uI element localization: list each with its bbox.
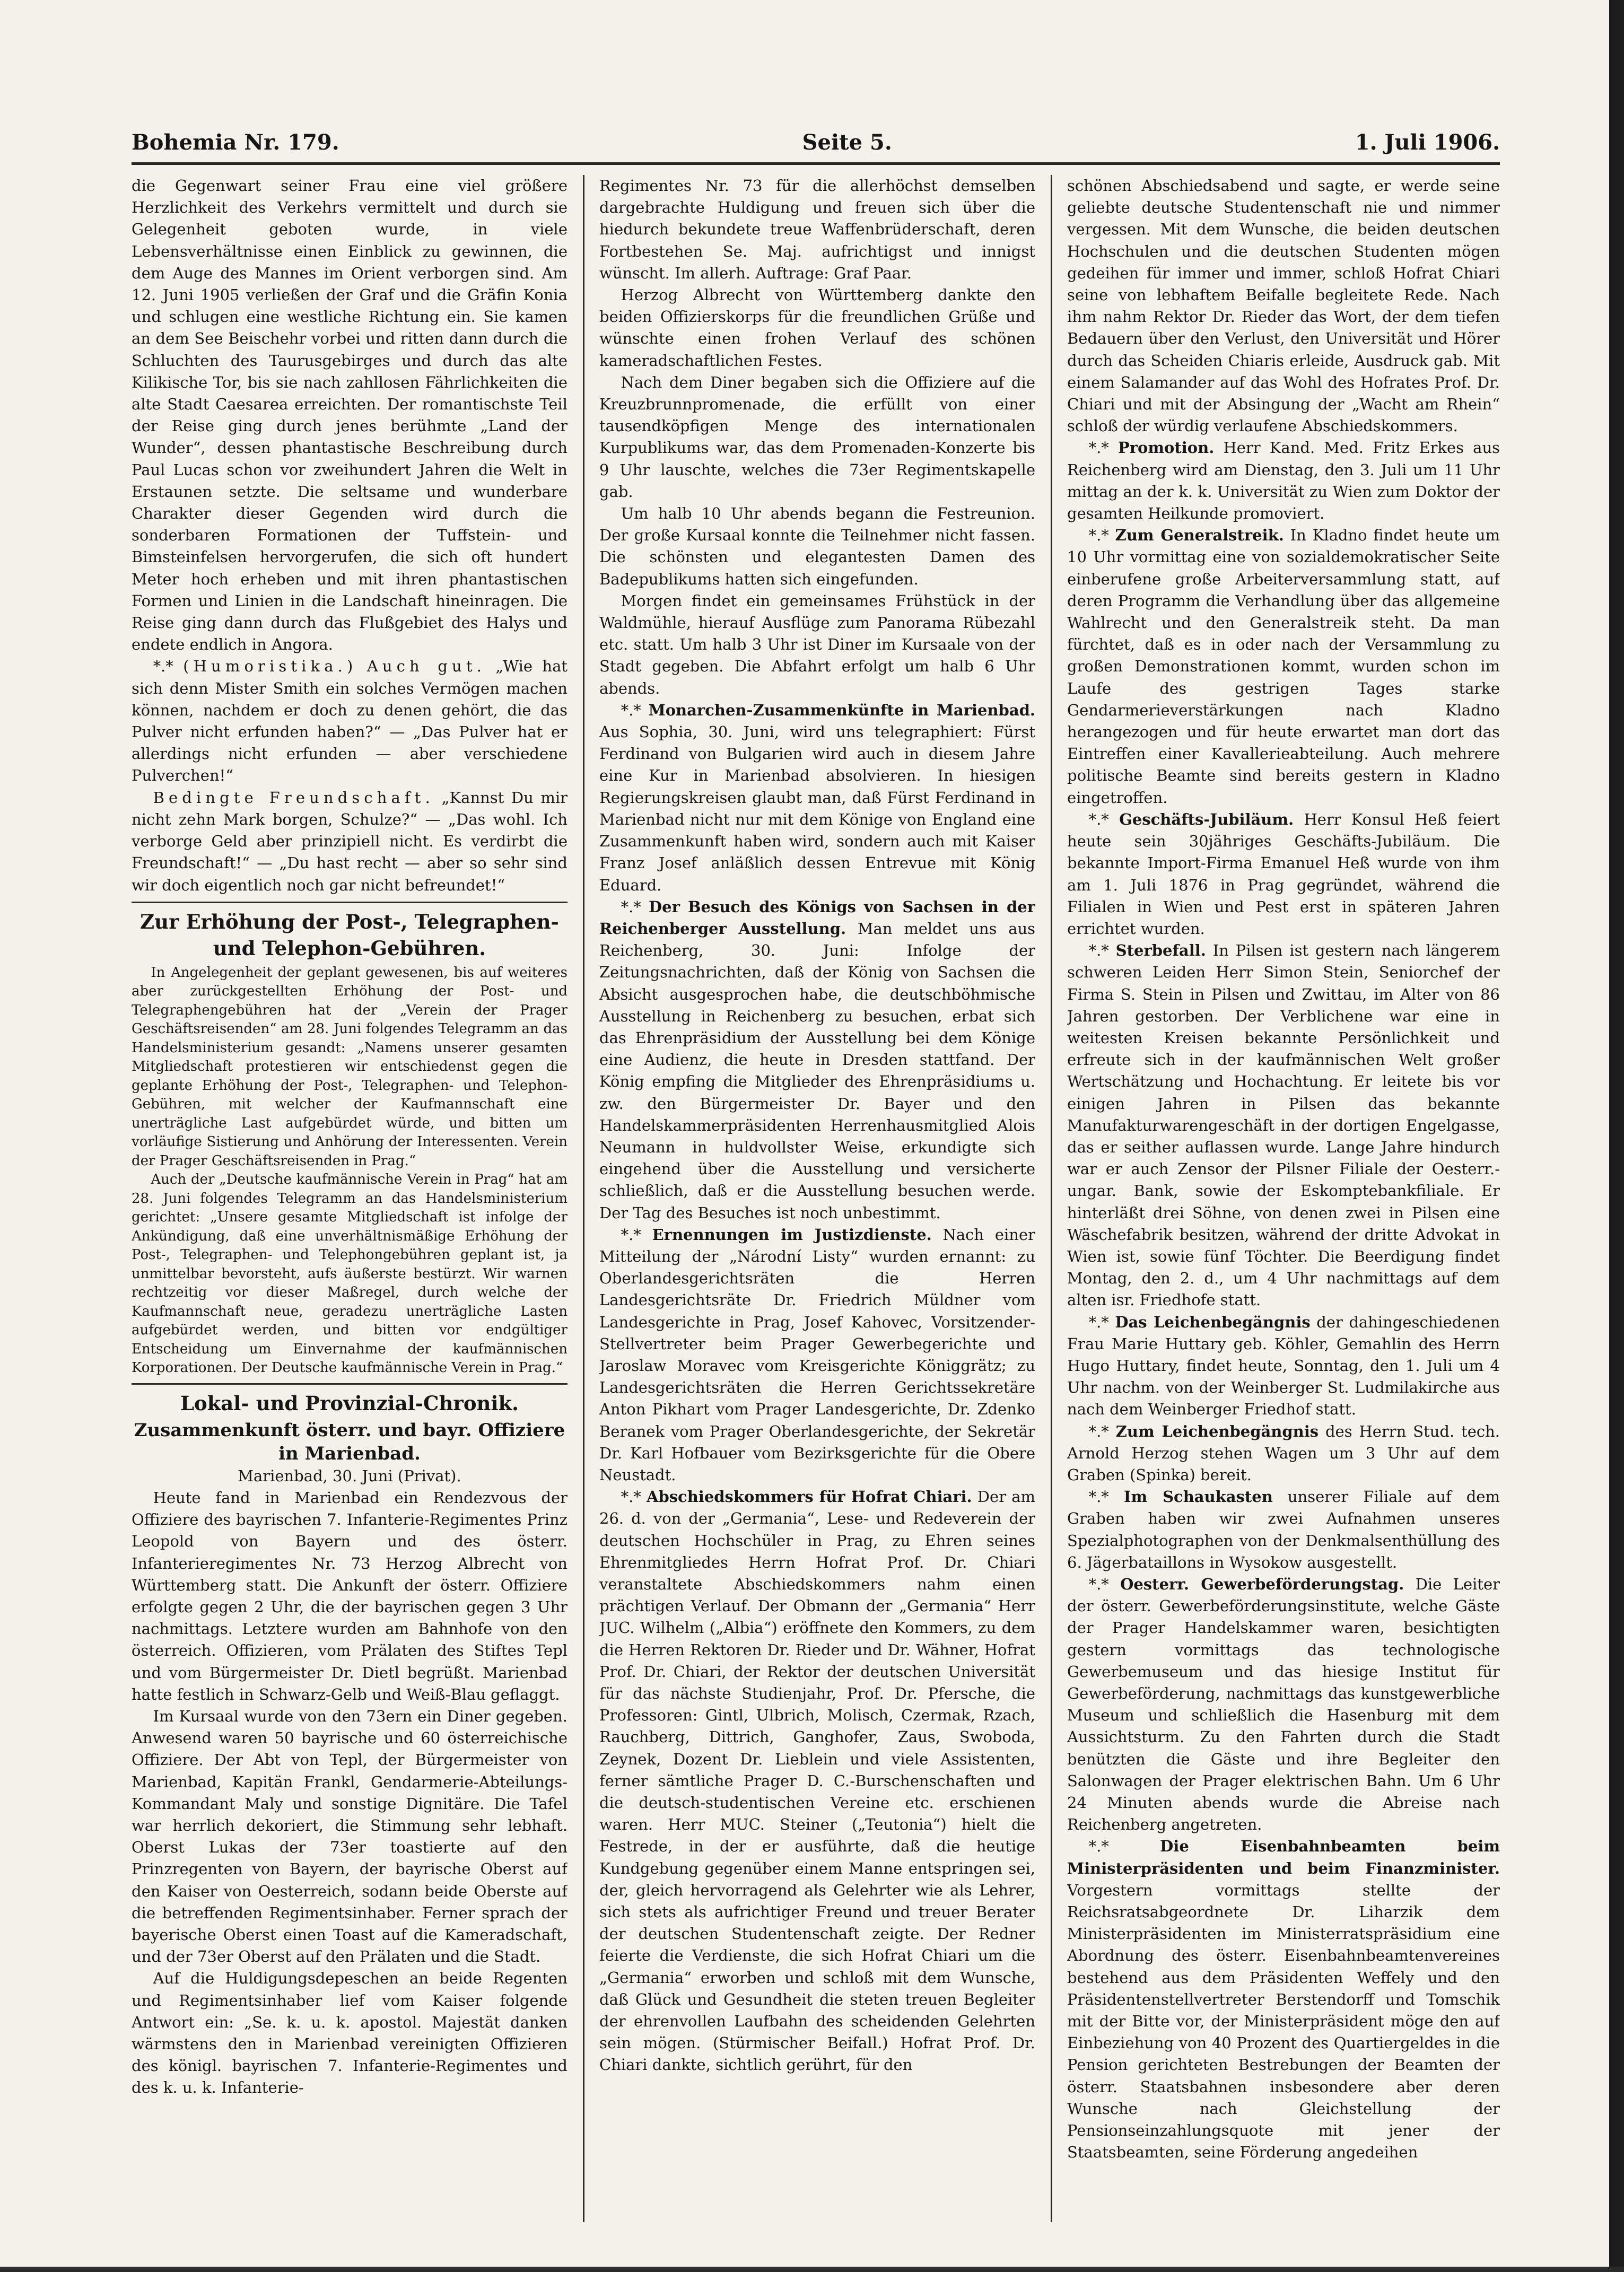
- trade-item: *.* Oesterr. Gewerbeförderungstag. Die Leiter der österr. Gewerbeförderungsinstitute, welche Gäste der Prager Handelskammer waren, besichtigten gestern vormittags das technologische Gewerbemuseum und das hiesige Institut für Gewerbeförderung, nachmittags das kunstgewerbliche Museum und schließlich die Hasenburg mit dem Aussichtsturm. Zu den Fahrten durch die Stadt benützten die Gäste und ihre Begleiter den Salonwagen der Prager elektrischen Bahn. Um 6 Uhr 24 Minuten abends wurde die Abreise nach Reichenberg angetreten.: [1067, 1575, 1500, 1834]
- jubilee-text: Herr Konsul Heß feiert heute sein 30jähriges Geschäfts-Jubiläum. Die bekannte Import-Firma Emanuel Heß wurde von ihm am 1. Juli 1876 in Prag gegründet, während die Filialen in Wien und Pest erst in späteren Jahren errichtet wurden.: [1067, 810, 1500, 938]
- humor-item: *.* (Humoristika.) Auch gut. „Wie hat sich denn Mister Smith ein solches Vermögen machen können, nachdem er doch zu denen gehört, die das Pulver nicht erfunden haben?“ — „Das Pulver hat er allerdings nicht erfunden — aber verschiedene Pulverchen!“: [132, 657, 567, 785]
- column-2: [599, 175, 1035, 2222]
- meeting-paragraph: Im Kursaal wurde von den 73ern ein Diner gegeben. Anwesend waren 50 bayrische und 60 österreichische Offiziere. Der Abt von Tepl, der Bürgermeister von Marienbad, Kapitän Frankl, Gendarmerie-Abteilungs-Kommandant Maly und sonstige Dignitäre. Die Tafel war herrlich dekoriert, die Stimmung sehr lebhaft. Oberst Lukas der 73er toastierte auf den Prinzregenten von Bayern, der bayrische Oberst auf den Kaiser von Oesterreich, sodann beide Oberste auf die betreffenden Regimentsinhaber. Ferner sprach der bayerische Oberst einen Toast auf die Kameradschaft, und der 73er Oberst auf den Prälaten und die Stadt.: [132, 1707, 567, 1966]
- funeral-text: des Herrn Stud. tech. Arnold Herzog stehen Wagen um 3 Uhr auf dem Graben (Spinka) bereit.: [1067, 1422, 1500, 1484]
- death-heading: Sterbefall.: [1115, 941, 1206, 960]
- trade-heading: Oesterr. Gewerbeförderungstag.: [1120, 1575, 1404, 1593]
- header-date: 1. Juli 1906.: [1355, 129, 1500, 155]
- promotion-heading: Promotion.: [1117, 439, 1215, 457]
- meeting-subtitle: Zusammenkunft österr. und bayr. Offiziere in Marienbad.: [134, 1419, 565, 1464]
- meeting-paragraph: Nach dem Diner begaben sich die Offiziere auf die Kreuzbrunnpromenade, die erfüllt von einer tausendköpfigen Menge des internationalen Kurpublikums war, das dem Promenaden-Konzerte bis 9 Uhr lauschte, welches die 73er Regimentskapelle gab.: [599, 373, 1035, 501]
- meeting-dateline: Marienbad, 30. Juni (Privat).: [238, 1466, 461, 1485]
- column-rule-1: [583, 175, 584, 2222]
- justice-item: *.* Ernennungen im Justizdienste. Nach einer Mitteilung der „Národní Listy“ wurden ernannt: zu Oberlandesgerichtsräten die Herren Landesgerichtsräte Dr. Friedrich Müldner vom Landesgerichte in Prag, Josef Kahovec, Vorsitzender-Stellvertreter beim Prager Gewerbegerichte und Jaroslaw Moravec vom Kreisgerichte Königgrätz; zu Landesgerichtsräten die Herren Gerichtssekretäre Anton Pikhart vom Prager Landesgerichte, Dr. Zdenko Beranek vom Prager Oberlandesgerichte, der Sekretär Dr. Karl Hofbauer vom Bezirksgerichte für die Obere Neustadt.: [599, 1225, 1035, 1484]
- farewell-continuation: schönen Abschiedsabend und sagte, er werde seine geliebte deutsche Studentenschaft nie und nimmer vergessen. Mit dem Wunsche, die beiden deutschen Hochschulen und die deutschen Studenten mögen gedeihen für immer und immer, schloß Hofrat Chiari seine von lebhaftem Beifalle begleitete Rede. Nach ihm nahm Rektor Dr. Rieder das Wort, der dem tiefen Bedauern über den Verlust, den Universität und Hörer durch das Scheiden Chiaris erleide, Ausdruck gab. Mit einem Salamander auf das Wohl des Hofrates Prof. Dr. Chiari und mit der Absingung der „Wacht am Rhein“ schloß der würdig verlaufene Abschiedskommers.: [1067, 177, 1500, 435]
- humor-text: „Wie hat sich denn Mister Smith ein solches Vermögen machen können, nachdem er doch zu denen gehört, die das Pulver nicht erfunden haben?“ — „Das Pulver hat er allerdings nicht erfunden — aber verschiedene Pulverchen!“: [132, 657, 567, 785]
- post-fees-article: [132, 964, 567, 1378]
- trade-text: Die Leiter der österr. Gewerbeförderungsinstitute, welche Gäste der Prager Handelskammer waren, besichtigten gestern vormittags das technologische Gewerbemuseum und das hiesige Institut für Gewerbeförderung, nachmittags das kunstgewerbliche Museum und schließlich die Hasenburg mit dem Aussichtsturm. Zu den Fahrten durch die Stadt benützten die Gäste und ihre Begleiter den Salonwagen der Prager elektrischen Bahn. Um 6 Uhr 24 Minuten abends wurde die Abreise nach Reichenberg angetreten.: [1067, 1575, 1500, 1834]
- promotion-text: Herr Kand. Med. Fritz Erkes aus Reichenberg wird am Dienstag, den 3. Juli um 11 Uhr mittag an der k. k. Universität zu Wien zum Doktor der gesamten Heilkunde promoviert.: [1067, 439, 1500, 523]
- scan-edge-right: [1609, 0, 1624, 2272]
- farewell-item: *.* Abschiedskommers für Hofrat Chiari. Der am 26. d. von der „Germania“, Lese- und Redeverein der deutschen Hochschüler in Prag, zu Ehren seines Ehrenmitgliedes Herrn Hofrat Prof. Dr. Chiari veranstaltete Abschiedskommers nahm einen prächtigen Verlauf. Der Obmann der „Germania“ Herr JUC. Wilhelm („Albia“) eröffnete den Kommers, zu dem die Herren Rektoren Dr. Rieder und Dr. Wähner, Hofrat Prof. Dr. Chiari, der Rektor der deutschen Universität für das nächste Studienjahr, Prof. Dr. Pfersche, die Professoren: Gintl, Ulbrich, Molisch, Czermak, Rzach, Rauchberg, Dittrich, Ganghofer, Zaus, Swoboda, Zeynek, Dozent Dr. Lieblein und viele Assistenten, ferner sämtliche Prager D. C.-Burschenschaften und die deutsch-studentischen Vereine etc. erschienen waren. Herr MUC. Steiner („Teutonia“) hielt die Festrede, in der er ausführte, daß die heutige Kundgebung gegenüber einem Manne entspringen sei, der, gleich hervorragend als Gelehrter wie als Lehrer, sich stets als aufrichtiger Freund und treuer Berater der deutschen Studentenschaft zeigte. Der Redner feierte die Verdienste, die sich Hofrat Chiari um die „Germania“ erworben und schloß mit dem Wunsche, daß Glück und Gesundheit die steten treuen Begleiter der ehrenvollen Laufbahn des scheidenden Gelehrten sein mögen. (Stürmischer Beifall.) Hofrat Prof. Dr. Chiari dankte, sichtlich gerührt, für den: [599, 1488, 1035, 2074]
- showcase-text: unserer Filiale auf dem Graben haben wir zwei Aufnahmen unseres Spezialphotographen von der Denkmalsenthüllung des 6. Jägerbataillons in Wysokow ausgestellt.: [1067, 1488, 1500, 1571]
- meeting-paragraph: Heute fand in Marienbad ein Rendezvous der Offiziere des bayrischen 7. Infanterie-Regimentes Prinz Leopold von Bayern und des österr. Infanterieregimentes Nr. 73 Herzog Albrecht von Württemberg statt. Die Ankunft der österr. Offiziere erfolgte gegen 2 Uhr, die der bayrischen gegen 3 Uhr nachmittags. Letztere wurden am Bahnhofe von den österreich. Offizieren, vom Prälaten des Stiftes Tepl und vom Bürgermeister Dr. Dietl begrüßt. Marienbad hatte festlich in Schwarz-Gelb und Weiß-Blau geflaggt.: [132, 1488, 567, 1703]
- king-visit-heading: Der Besuch des Königs von Sachsen in der Reichenberger Ausstellung.: [599, 897, 1035, 938]
- separator: [132, 902, 567, 903]
- monarchs-item: *.* Monarchen-Zusammenkünfte in Marienbad. Aus Sophia, 30. Juni, wird uns telegraphiert: Fürst Ferdinand von Bulgarien wird auch in diesem Jahre eine Kur in Marienbad absolvieren. In hiesigen Regierungskreisen glaubt man, daß Fürst Ferdinand in Marienbad nicht nur mit dem Könige von England eine Zusammenkunft haben wird, sondern auch mit Kaiser Franz Josef anläßlich dessen Entrevue mit König Eduard.: [599, 701, 1035, 894]
- jubilee-item: *.* Geschäfts-Jubiläum. Herr Konsul Heß feiert heute sein 30jähriges Geschäfts-Jubiläum. Die bekannte Import-Firma Emanuel Heß wurde von ihm am 1. Juli 1876 in Prag gegründet, während die Filialen in Wien und Pest erst in späteren Jahren errichtet wurden.: [1067, 810, 1500, 938]
- post-fees-title: Zur Erhöhung der Post-, Telegraphen- und Telephon-Gebühren.: [140, 910, 559, 960]
- farewell-heading: Abschiedskommers für Hofrat Chiari.: [646, 1488, 972, 1506]
- newspaper-page: [132, 126, 1500, 2226]
- column-3: [1067, 175, 1500, 2222]
- strike-heading: Zum Generalstreik.: [1115, 526, 1284, 545]
- friendship-text: „Kannst Du mir nicht zehn Mark borgen, Schulze?“ — „Das wohl. Ich verborge Geld aber prinzipiell nicht. Es verdirbt die Freundschaft!“ — „Du hast recht — aber so sehr sind wir doch eigentlich noch gar nicht befreundet!“: [132, 788, 567, 894]
- humor-title: Auch gut.: [366, 657, 486, 676]
- promotion-item: *.* Promotion. Herr Kand. Med. Fritz Erkes aus Reichenberg wird am Dienstag, den 3. Juli um 11 Uhr mittag an der k. k. Universität zu Wien zum Doktor der gesamten Heilkunde promoviert.: [1067, 439, 1500, 523]
- showcase-item: *.* Im Schaukasten unserer Filiale auf dem Graben haben wir zwei Aufnahmen unseres Spezialphotographen von der Denkmalsenthüllung des 6. Jägerbataillons in Wysokow ausgestellt.: [1067, 1488, 1500, 1571]
- railway-heading: Die Eisenbahnbeamten beim Ministerpräsidenten und beim Finanzminister.: [1067, 1837, 1500, 1877]
- separator: [132, 1383, 567, 1385]
- column-1: [132, 175, 567, 2222]
- funeral-heading: Zum Leichenbegängnis: [1115, 1422, 1319, 1440]
- funeral-text: der dahingeschiedenen Frau Marie Huttary geb. Köhler, Gemahlin des Herrn Hugo Huttary, findet heute, Sonntag, den 1. Juli um 4 Uhr nachm. von der Weinberger St. Ludmilakirche aus nach dem Weinberger Friedhof statt.: [1067, 1313, 1500, 1419]
- funeral-item: *.* Das Leichenbegängnis der dahingeschiedenen Frau Marie Huttary geb. Köhler, Gemahlin des Herrn Hugo Huttary, findet heute, Sonntag, den 1. Juli um 4 Uhr nachm. von der Weinberger St. Ludmilakirche aus nach dem Weinberger Friedhof statt.: [1067, 1313, 1500, 1419]
- death-text: In Pilsen ist gestern nach längerem schweren Leiden Herr Simon Stein, Seniorchef der Firma S. Stein in Pilsen und Zwittau, im Alter von 86 Jahren gestorben. Der Verblichene war eine in weitesten Kreisen bekannte Persönlichkeit und erfreute sich in der kaufmännischen Welt großer Wertschätzung und Hochachtung. Er leitete bis vor einigen Jahren in Pilsen das bekannte Manufakturwarengeschäft in der dortigen Engelgasse, das er seither auflassen wurde. Lange Jahre hindurch war er auch Zensor der Pilsner Filiale der Oesterr.-ungar. Bank, sowie der Eskomptebankfiliale. Er hinterläßt drei Söhne, von denen zwei in Pilsen eine Wäschefabrik besitzen, während der dritte Advokat in Wien ist, sowie fünf Töchter. Die Beerdigung findet Montag, den 2. d., um 4 Uhr nachmittags auf dem alten isr. Friedhofe statt.: [1067, 941, 1500, 1309]
- chronicle-title: Lokal- und Provinzial-Chronik.: [180, 1391, 519, 1415]
- king-visit-item: *.* Der Besuch des Königs von Sachsen in der Reichenberger Ausstellung. Man meldet uns aus Reichenberg, 30. Juni: Infolge der Zeitungsnachrichten, daß der König von Sachsen die Absicht ausgesprochen habe, die deutschböhmische Ausstellung in Reichenberg zu besuchen, erbat sich das Ehrenpräsidium der Ausstellung bei dem Könige eine Audienz, die heute in Dresden stattfand. Der König empfing die Mitglieder des Ehrenpräsidiums u. zw. den Bürgermeister Dr. Bayer und den Handelskammerpräsidenten Herrenhausmitglied Alois Neumann in huldvollster Weise, erkundigte sich eingehend über die Ausstellung und versicherte schließlich, daß er die Ausstellung besuchen werde. Der Tag des Besuches ist noch unbestimmt.: [599, 897, 1035, 1222]
- post-fees-paragraph: In Angelegenheit der geplant gewesenen, bis auf weiteres aber zurückgestellten Erhöhung der Post- und Telegraphengebühren hat der „Verein der Prager Geschäftsreisenden“ am 28. Juni folgendes Telegramm an das Handelsministerium gesandt: „Namens unserer gesamten Mitgliedschaft protestieren wir entschiedenst gegen die geplante Erhöhung der Post-, Telegraphen- und Telephon-Gebühren, mit welcher der Kaufmannschaft eine unerträgliche Last aufgebürdet würde, und bitten um vorläufige Sistierung und Anhörung der Interessenten. Verein der Prager Geschäftsreisenden in Prag.“: [132, 964, 567, 1169]
- article-continuation: die Gegenwart seiner Frau eine viel größere Herzlichkeit des Verkehrs vermittelt und durch sie Gelegenheit geboten wurde, in viele Lebensverhältnisse einen Einblick zu gewinnen, die dem Auge des Mannes im Orient verborgen sind. Am 12. Juni 1905 verließen der Graf und die Gräfin Konia und schlugen eine westliche Richtung ein. Sie kamen an dem See Beischehr vorbei und ritten dann durch die Schluchten des Taurusgebirges und durch das alte Kilikische Tor, bis sie nach zahllosen Fährlichkeiten die alte Stadt Caesarea erreichten. Der romantischste Teil der Reise ging durch jenes berühmte „Land der Wunder“, dessen phantastische Beschreibung durch Paul Lucas schon vor zweihundert Jahren die Welt in Erstaunen setzte. Die seltsame und wunderbare Charakter dieser Gegenden wird durch die sonderbaren Formationen der Tuffstein- und Bimsteinfelsen hervorgerufen, die sich oft hundert Meter hoch erheben und mit ihren phantastischen Formen und Linien in die Landschaft hineinragen. Die Reise ging dann durch das Flußgebiet des Halys und endete endlich in Angora.: [132, 177, 567, 654]
- showcase-heading: Im Schaukasten: [1123, 1488, 1273, 1506]
- post-fees-paragraph: Auch der „Deutsche kaufmännische Verein in Prag“ hat am 28. Juni folgendes Telegramm an das Handelsministerium gerichtet: „Unsere gesamte Mitgliedschaft ist infolge der Ankündigung, daß eine unverhältnismäßige Erhöhung der Post-, Telegraphen- und Telephongebühren geplant ist, ja unmittelbar bevorsteht, aufs äußerste bestürzt. Wir warnen rechtzeitig vor dieser Maßregel, durch welche der Kaufmannschaft neue, geradezu unerträgliche Lasten aufgebürdet werden, und bitten vor endgültiger Entscheidung um Einvernahme der kaufmännischen Korporationen. Der Deutsche kaufmännische Verein in Prag.“: [132, 1172, 567, 1376]
- header-page-number: Seite 5.: [802, 129, 892, 155]
- page-header: [132, 126, 1500, 158]
- monarchs-heading: Monarchen-Zusammenkünfte in Marienbad.: [648, 701, 1035, 719]
- death-item: *.* Sterbefall. In Pilsen ist gestern nach längerem schweren Leiden Herr Simon Stein, Seniorchef der Firma S. Stein in Pilsen und Zwittau, im Alter von 86 Jahren gestorben. Der Verblichene war eine in weitesten Kreisen bekannte Persönlichkeit und erfreute sich in der kaufmännischen Welt großer Wertschätzung und Hochachtung. Er leitete bis vor einigen Jahren in Pilsen das bekannte Manufakturwarengeschäft in der dortigen Engelgasse, das er seither auflassen wurde. Lange Jahre hindurch war er auch Zensor der Pilsner Filiale der Oesterr.-ungar. Bank, sowie der Eskomptebankfiliale. Er hinterläßt drei Söhne, von denen zwei in Pilsen eine Wäschefabrik besitzen, während der dritte Advokat in Wien ist, sowie fünf Töchter. Die Beerdigung findet Montag, den 2. d., um 4 Uhr nachmittags auf dem alten isr. Friedhofe statt.: [1067, 941, 1500, 1309]
- header-rule: [132, 162, 1500, 165]
- humor-heading: (Humoristika.): [183, 657, 357, 676]
- farewell-text: Der am 26. d. von der „Germania“, Lese- und Redeverein der deutschen Hochschüler in Prag, zu Ehren seines Ehrenmitgliedes Herrn Hofrat Prof. Dr. Chiari veranstaltete Abschiedskommers nahm einen prächtigen Verlauf. Der Obmann der „Germania“ Herr JUC. Wilhelm („Albia“) eröffnete den Kommers, zu dem die Herren Rektoren Dr. Rieder und Dr. Wähner, Hofrat Prof. Dr. Chiari, der Rektor der deutschen Universität für das nächste Studienjahr, Prof. Dr. Pfersche, die Professoren: Gintl, Ulbrich, Molisch, Czermak, Rzach, Rauchberg, Dittrich, Ganghofer, Zaus, Swoboda, Zeynek, Dozent Dr. Lieblein und viele Assistenten, ferner sämtliche Prager D. C.-Burschenschaften und die deutsch-studentischen Vereine etc. erschienen waren. Herr MUC. Steiner („Teutonia“) hielt die Festrede, in der er ausführte, daß die heutige Kundgebung gegenüber einem Manne entspringen sei, der, gleich hervorragend als Gelehrter wie als Lehrer, sich stets als aufrichtiger Freund und treuer Berater der deutschen Studentenschaft zeigte. Der Redner feierte die Verdienste, die sich Hofrat Chiari um die „Germania“ erworben und schloß mit dem Wunsche, daß Glück und Gesundheit die steten treuen Begleiter der ehrenvollen Laufbahn des scheidenden Gelehrten sein mögen. (Stürmischer Beifall.) Hofrat Prof. Dr. Chiari dankte, sichtlich gerührt, für den: [599, 1488, 1035, 2074]
- friendship-item: [132, 787, 567, 896]
- strike-item: *.* Zum Generalstreik. In Kladno findet heute um 10 Uhr vormittag eine von sozialdemokratischer Seite einberufene große Arbeiterversammlung statt, auf deren Programm die Verhandlung über das allgemeine Wahlrecht und den Generalstreik steht. Da man fürchtet, daß es in oder nach der Versammlung zu großen Demonstrationen kommt, wurden schon im Laufe des gestrigen Tages starke Gendarmerieverstärkungen nach Kladno herangezogen und für heute erwartet man dort das Eintreffen einer Kavallerieabteilung. Auch mehrere politische Beamte sind bereits gestern in Kladno eingetroffen.: [1067, 526, 1500, 807]
- justice-heading: Ernennungen im Justizdienste.: [652, 1225, 932, 1244]
- strike-text: In Kladno findet heute um 10 Uhr vormittag eine von sozialdemokratischer Seite einberufene große Arbeiterversammlung statt, auf deren Programm die Verhandlung über das allgemeine Wahlrecht und den Generalstreik steht. Da man fürchtet, daß es in oder nach der Versammlung zu großen Demonstrationen kommt, wurden schon im Laufe des gestrigen Tages starke Gendarmerieverstärkungen nach Kladno herangezogen und für heute erwartet man dort das Eintreffen einer Kavallerieabteilung. Auch mehrere politische Beamte sind bereits gestern in Kladno eingetroffen.: [1067, 526, 1500, 807]
- meeting-paragraph: Herzog Albrecht von Württemberg dankte den beiden Offizierskorps für die freundlichen Grüße und wünschte einen frohen Verlauf des schönen kameradschaftlichen Festes.: [599, 286, 1035, 370]
- friendship-heading: Bedingte Freundschaft.: [153, 788, 434, 807]
- jubilee-heading: Geschäfts-Jubiläum.: [1119, 810, 1294, 828]
- monarchs-text: Aus Sophia, 30. Juni, wird uns telegraphiert: Fürst Ferdinand von Bulgarien wird auch in diesem Jahre eine Kur in Marienbad absolvieren. In hiesigen Regierungskreisen glaubt man, daß Fürst Ferdinand in Marienbad nicht nur mit dem Könige von England eine Zusammenkunft haben wird, sondern auch mit Kaiser Franz Josef anläßlich dessen Entrevue mit König Eduard.: [599, 723, 1035, 894]
- king-visit-text: Man meldet uns aus Reichenberg, 30. Juni: Infolge der Zeitungsnachrichten, daß der König von Sachsen die Absicht ausgesprochen habe, die deutschböhmische Ausstellung in Reichenberg zu besuchen, erbat sich das Ehrenpräsidium der Ausstellung bei dem Könige eine Audienz, die heute in Dresden stattfand. Der König empfing die Mitglieder des Ehrenpräsidiums u. zw. den Bürgermeister Dr. Bayer und den Handelskammerpräsidenten Herrenhausmitglied Alois Neumann in huldvollster Weise, erkundigte sich eingehend über die Ausstellung und versicherte schließlich, daß er die Ausstellung besuchen werde. Der Tag des Besuches ist noch unbestimmt.: [599, 919, 1035, 1222]
- meeting-paragraph: Morgen findet ein gemeinsames Frühstück in der Waldmühle, hierauf Ausflüge zum Panorama Rübezahl etc. statt. Um halb 3 Uhr ist Diner im Kursaale von der Stadt gegeben. Die Abfahrt erfolgt um halb 6 Uhr abends.: [599, 591, 1035, 697]
- meeting-paragraph: Auf die Huldigungsdepeschen an beide Regenten und Regimentsinhaber lief vom Kaiser folgende Antwort ein: „Se. k. u. k. apostol. Majestät danken wärmstens den in Marienbad vereinigten Offizieren des königl. bayrischen 7. Infanterie-Regimentes und des k. u. k. Infanterie-: [132, 1969, 567, 2097]
- scan-edge-bottom: [0, 2267, 1624, 2272]
- column-rule-2: [1051, 175, 1052, 2222]
- justice-text: Nach einer Mitteilung der „Národní Listy“ wurden ernannt: zu Oberlandesgerichtsräten die Herren Landesgerichtsräte Dr. Friedrich Müldner vom Landesgerichte in Prag, Josef Kahovec, Vorsitzender-Stellvertreter beim Prager Gewerbegerichte und Jaroslaw Moravec vom Kreisgerichte Königgrätz; zu Landesgerichtsräten die Herren Gerichtssekretäre Anton Pikhart vom Prager Landesgerichte, Dr. Zdenko Beranek vom Prager Oberlandesgerichte, der Sekretär Dr. Karl Hofbauer vom Bezirksgerichte für die Obere Neustadt.: [599, 1225, 1035, 1484]
- railway-text: Vorgestern vormittags stellte der Reichsratsabgeordnete Dr. Liharzik dem Ministerpräsidenten im Ministerratspräsidium eine Abordnung des österr. Eisenbahnbeamtenvereines bestehend aus dem Präsidenten Weffely und den Präsidentenstellvertreter Berstendorff und Tomschik mit der Bitte vor, der Ministerpräsident möge den auf Einbeziehung von 40 Prozent des Quartiergeldes in die Pension gerichteten Bestrebungen der Beamten der österr. Staatsbahnen insbesondere aber deren Wunsche nach Gleichstellung der Pensionseinzahlungsquote mit jener der Staatsbeamten, seine Förderung angedeihen: [1067, 1881, 1500, 2162]
- header-masthead: Bohemia Nr. 179.: [132, 129, 339, 155]
- funeral-item: *.* Zum Leichenbegängnis des Herrn Stud. tech. Arnold Herzog stehen Wagen um 3 Uhr auf dem Graben (Spinka) bereit.: [1067, 1422, 1500, 1484]
- funeral-heading: Das Leichenbegängnis: [1115, 1313, 1311, 1331]
- meeting-continuation: Regimentes Nr. 73 für die allerhöchst demselben dargebrachte Huldigung und freuen sich über die hiedurch bekundete treue Waffenbrüderschaft, deren Fortbestehen Se. Maj. aufrichtigst und innigst wünscht. Im allerh. Auftrage: Graf Paar.: [599, 177, 1035, 282]
- railway-item: *.* Die Eisenbahnbeamten beim Ministerpräsidenten und beim Finanzminister. Vorgestern vormittags stellte der Reichsratsabgeordnete Dr. Liharzik dem Ministerpräsidenten im Ministerratspräsidium eine Abordnung des österr. Eisenbahnbeamtenvereines bestehend aus dem Präsidenten Weffely und den Präsidentenstellvertreter Berstendorff und Tomschik mit der Bitte vor, der Ministerpräsident möge den auf Einbeziehung von 40 Prozent des Quartiergeldes in die Pension gerichteten Bestrebungen der Beamten der österr. Staatsbahnen insbesondere aber deren Wunsche nach Gleichstellung der Pensionseinzahlungsquote mit jener der Staatsbeamten, seine Förderung angedeihen: [1067, 1837, 1500, 2162]
- meeting-paragraph: Um halb 10 Uhr abends begann die Festreunion. Der große Kursaal konnte die Teilnehmer nicht fassen. Die schönsten und elegantesten Damen des Badepublikums hatten sich eingefunden.: [599, 504, 1035, 588]
